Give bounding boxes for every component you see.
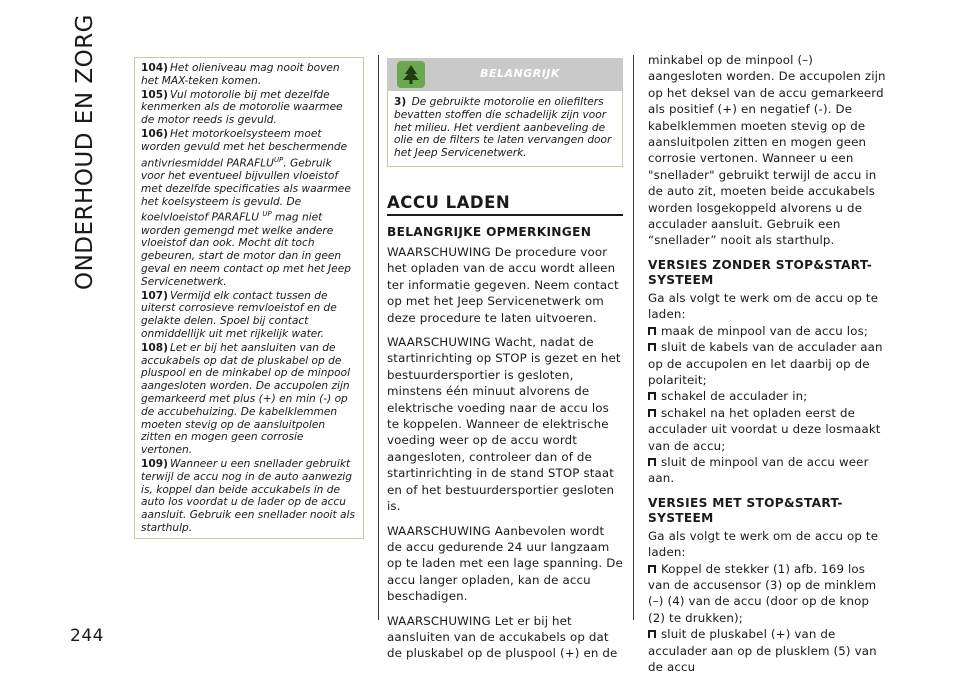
square-bullet-icon [648, 458, 656, 466]
heading-rule [387, 214, 623, 216]
square-bullet-icon [648, 343, 656, 351]
right-column [648, 52, 890, 675]
section-sidebar-title: ONDERHOUD EN ZORG [72, 14, 98, 290]
square-bullet-icon [648, 630, 656, 638]
footnotes-box [134, 57, 364, 539]
warning-paragraph: WAARSCHUWING De procedure voor het opladen van de accu wordt alleen ter informatie gegeven. Neem contact op met het Jeep Servicenetwerk om deze procedure te laten uitvoeren. [387, 245, 619, 325]
list-item: sluit de kabels van de acculader aan op de accupolen en let daarbij op de polariteit; [648, 340, 883, 387]
footnote: 108) Let er bij het aansluiten van de accukabels op dat de pluskabel op de pluspool en de minkabel op de minpool aangesloten worden. De accupolen zijn gemarkeerd met plus (+) en min (-) op de accubehuizing. De kabelklemmen moeten stevig op de aansluitpolen zitten en mogen geen corrosie vertonen. [141, 341, 351, 457]
environment-note: 3) De gebruikte motorolie en oliefilters bevatten stoffen die schadelijk zijn voor het milieu. Het verdient aanbeveling de olie en de filters te laten vervangen door het Jeep Servicenetwerk. [387, 91, 623, 167]
list-item: sluit de pluskabel (+) van de acculader aan op de plusklem (5) van de accu [648, 627, 877, 674]
section-heading: ACCU LADEN [387, 193, 511, 212]
warning-paragraph: WAARSCHUWING Wacht, nadat de startinrichting op STOP is gezet en het bestuurdersportier is gesloten, minstens één minuut alvorens de elektrische voeding naar de accu los te koppelen. Wanneer de elektrische voeding weer op de accu wordt aangesloten, controleer dan of de startinrichting in de stand STOP staat en of het bestuurdersportier gesloten is. [387, 335, 621, 514]
column-divider [633, 55, 634, 620]
section-intro: Ga als volgt te werk om de accu op te laden: [648, 528, 879, 560]
footnote: 104) Het olieniveau mag nooit boven het MAX-teken komen. [141, 62, 340, 87]
list-item: sluit de minpool van de accu weer aan. [648, 454, 869, 486]
square-bullet-icon [648, 392, 656, 400]
main-column [387, 58, 623, 662]
continued-paragraph: minkabel op de minpool (–) aangesloten worden. De accupolen zijn op het deksel van de accu gemarkeerd als positief (+) en negatief (-). De kabelklemmen moeten stevig op de aansluitpolen zitten en mogen geen corrosie vertonen. Wanneer u een "snellader" gebruikt terwijl de accu in de auto zit, moeten beide accukabels worden losgekoppeld alvorens u de acculader aansluit. Gebruik een “snellader” nooit als starthulp. [648, 53, 886, 248]
list-item: maak de minpool van de accu los; [648, 323, 890, 339]
list-item: Koppel de stekker (1) afb. 169 los van de accusensor (3) op de minklem (–) (4) van de accu (door op de knop (2) te drukken); [648, 561, 877, 625]
footnote: 107) Vermijd elk contact tussen de uiterst corrosieve remvloeistof en de gelakte delen. Spoel bij contact onmiddellijk uit met rijkelijk water. [141, 289, 337, 340]
environment-box-title: BELANGRIJK [480, 67, 560, 80]
page-number: 244 [70, 626, 104, 646]
section-intro: Ga als volgt te werk om de accu op te laden: [648, 290, 879, 322]
footnote: 109) Wanneer u een snellader gebruikt terwijl de accu nog in de auto aanwezig is, koppel dan beide accukabels in de auto los voordat u de lader op de accu aansluit. Gebruik een snellader nooit als starthulp. [141, 457, 355, 534]
environment-box-header [387, 58, 623, 91]
square-bullet-icon [648, 327, 656, 335]
square-bullet-icon [648, 565, 656, 573]
subsection-heading-startstop: VERSIES MET STOP&START-SYSTEEM [648, 495, 843, 525]
warning-paragraph: WAARSCHUWING Let er bij het aansluiten van de accukabels op dat de pluskabel op de pluspool (+) en de [387, 613, 618, 661]
subsection-heading-no-startstop: VERSIES ZONDER STOP&START-SYSTEEM [648, 257, 873, 287]
list-item: schakel na het opladen eerst de acculader uit voordat u deze losmaakt van de accu; [648, 405, 881, 453]
square-bullet-icon [648, 409, 656, 417]
list-item: schakel de acculader in; [648, 388, 890, 404]
warning-paragraph: WAARSCHUWING Aanbevolen wordt de accu gedurende 24 uur langzaam op te laden met een lage spanning. De accu langer opladen, kan de accu beschadigen. [387, 523, 623, 604]
footnote: 105) Vul motorolie bij met dezelfde kenmerken als de motorolie waarmee de motor reeds is gevuld. [141, 88, 343, 127]
subsection-heading: BELANGRIJKE OPMERKINGEN [387, 225, 592, 239]
column-divider [378, 55, 379, 620]
footnote: 106) Het motorkoelsysteem moet worden gevuld met het beschermende antivriesmiddel $PARAFLU^{UP}$. Gebruik voor het eventueel bijvullen vloeistof met dezelfde specificaties als waarmee het koelsysteem is gevuld. De koelvloeistof PARAFLU $^{UP}$ mag niet worden gemengd met welke andere vloeistof dan ook. Mocht dit toch gebeuren, start de motor dan in geen geval en neem contact op met het Jeep Servicenetwerk. [141, 127, 351, 288]
